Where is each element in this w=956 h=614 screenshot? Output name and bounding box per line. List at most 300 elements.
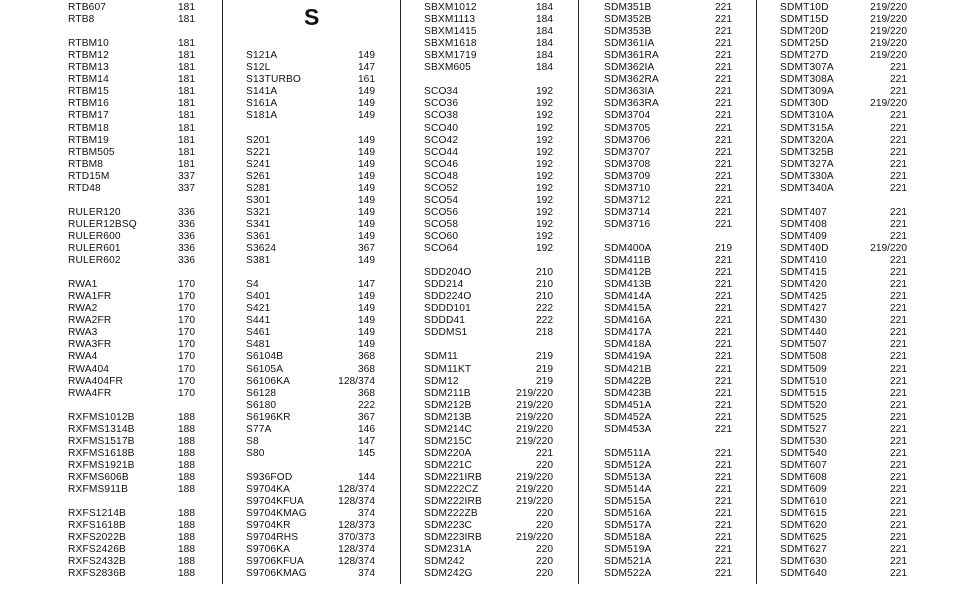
- part-number: SDMT25D: [780, 38, 829, 50]
- index-row: [424, 568, 553, 580]
- index-row: [68, 448, 195, 460]
- page-reference: 170: [178, 327, 195, 339]
- part-number: S13TURBO: [246, 74, 301, 86]
- part-number: S936FOD: [246, 471, 293, 483]
- index-row: [780, 255, 907, 267]
- page-reference: 221: [890, 267, 907, 279]
- index-row: [68, 2, 195, 14]
- index-row: [780, 484, 907, 496]
- page-reference: 221: [890, 255, 907, 267]
- part-number: S341: [246, 218, 271, 230]
- page-reference: 149: [358, 339, 375, 351]
- page-reference: 221: [715, 98, 732, 110]
- index-row: [246, 243, 375, 255]
- index-row: [604, 38, 732, 50]
- index-row: [604, 339, 732, 351]
- part-number: SDMT609: [780, 484, 827, 495]
- page-reference: 221: [890, 327, 907, 339]
- part-number: RXFMS1517B: [68, 435, 135, 447]
- part-number: SDMT525: [780, 411, 827, 423]
- part-number: SDMT510: [780, 375, 827, 387]
- index-row: [68, 303, 195, 315]
- part-number: SBXM1719: [424, 50, 477, 62]
- part-number: S401: [246, 291, 271, 303]
- page-reference: 192: [536, 146, 553, 158]
- page-reference: 336: [178, 243, 195, 254]
- part-number: SCO58: [424, 218, 459, 230]
- part-number: S361: [246, 230, 271, 242]
- page-reference: 221: [715, 62, 732, 74]
- index-row: [246, 183, 375, 195]
- part-number: SDMT620: [780, 520, 827, 532]
- part-number: SCO48: [424, 170, 459, 182]
- index-row: [780, 86, 907, 98]
- page-reference: 221: [890, 146, 907, 158]
- part-number: RXFS1618B: [68, 520, 126, 532]
- part-number: SDMT507: [780, 339, 827, 351]
- page-reference: 210: [536, 279, 553, 291]
- part-number: SDM413B: [604, 279, 652, 291]
- page-reference: 221: [890, 435, 907, 447]
- page-reference: 221: [715, 544, 732, 556]
- part-number: SDM412B: [604, 267, 652, 279]
- page-reference: 170: [178, 339, 195, 351]
- part-number: SDM519A: [604, 544, 652, 556]
- page-reference: 219/220: [516, 496, 553, 508]
- page-reference: 221: [715, 484, 732, 495]
- part-number: SDMT520: [780, 399, 827, 411]
- page-reference: 181: [178, 146, 195, 158]
- index-row: [780, 472, 907, 484]
- index-row: [246, 376, 375, 388]
- part-number: SDM3716: [604, 218, 651, 230]
- part-number: SDMT40D: [780, 243, 829, 254]
- page-reference: 221: [715, 267, 732, 279]
- part-number: RTBM16: [68, 98, 109, 110]
- page-reference: 221: [890, 62, 907, 74]
- index-row: [424, 147, 553, 159]
- index-row: [604, 520, 732, 532]
- part-number: SDMT27D: [780, 50, 829, 62]
- part-number: SDM221IRB: [424, 471, 482, 483]
- page-reference: 219/220: [516, 435, 553, 447]
- index-row: [424, 351, 553, 363]
- page-reference: 219/220: [516, 471, 553, 483]
- page-reference: 221: [715, 182, 732, 194]
- index-row: [780, 376, 907, 388]
- page-reference: 221: [890, 520, 907, 532]
- part-number: RWA2: [68, 303, 98, 315]
- part-number: RTBM8: [68, 158, 104, 170]
- index-row: [246, 484, 375, 496]
- part-number: SCO56: [424, 206, 459, 218]
- page-reference: 221: [715, 363, 732, 375]
- part-number: RTBM14: [68, 74, 109, 86]
- part-number: SDM3712: [604, 194, 651, 206]
- part-number: SDM3707: [604, 146, 651, 158]
- page-reference: 368: [358, 363, 375, 375]
- part-number: SDMT615: [780, 508, 827, 520]
- page-reference: 219/220: [516, 387, 553, 399]
- part-number: S241: [246, 158, 271, 170]
- part-number: SDM452A: [604, 411, 652, 423]
- index-row: [68, 50, 195, 62]
- part-number: RULER12BSQ: [68, 218, 137, 230]
- index-row: [780, 183, 907, 195]
- index-row: [424, 62, 553, 74]
- index-row: [604, 74, 732, 86]
- index-row: [604, 26, 732, 38]
- index-row: [780, 496, 907, 508]
- part-number: RULER120: [68, 206, 121, 218]
- index-row: [424, 135, 553, 147]
- part-number: S4: [246, 279, 259, 291]
- page-reference: 149: [358, 255, 375, 267]
- index-row: [68, 62, 195, 74]
- page-reference: 149: [358, 194, 375, 206]
- part-number: SDM362IA: [604, 62, 655, 74]
- page-reference: 192: [536, 218, 553, 230]
- index-row: [424, 376, 553, 388]
- index-row: [604, 303, 732, 315]
- index-row: [68, 532, 195, 544]
- page-reference: 149: [358, 206, 375, 218]
- page-reference: 221: [715, 556, 732, 568]
- part-number: SDMT415: [780, 267, 827, 279]
- part-number: SDM415A: [604, 303, 652, 315]
- page-reference: 221: [715, 387, 732, 399]
- index-row: [424, 460, 553, 472]
- index-row: [424, 315, 553, 327]
- part-number: SDM213B: [424, 411, 472, 423]
- page-reference: 336: [178, 255, 195, 267]
- part-number: RXFS2432B: [68, 556, 126, 568]
- index-row: [68, 544, 195, 556]
- page-reference: 221: [890, 532, 907, 544]
- index-row: [246, 219, 375, 231]
- index-row: [246, 472, 375, 484]
- page-reference: 221: [715, 74, 732, 86]
- index-row: [604, 110, 732, 122]
- page-reference: 221: [715, 194, 732, 206]
- page-reference: 218: [536, 327, 553, 339]
- part-number: RWA404FR: [68, 375, 123, 387]
- page-reference: 221: [715, 279, 732, 291]
- index-row: [780, 315, 907, 327]
- column-divider: [756, 0, 757, 584]
- part-number: SDM3706: [604, 134, 651, 146]
- part-number: SDMT409: [780, 230, 827, 242]
- part-number: SDM242: [424, 556, 465, 568]
- index-row: [424, 472, 553, 484]
- index-row: [68, 110, 195, 122]
- part-number: S12L: [246, 62, 271, 74]
- page-reference: 221: [715, 351, 732, 363]
- index-row: [780, 508, 907, 520]
- index-row: [604, 207, 732, 219]
- page-reference: 221: [715, 14, 732, 26]
- page-reference: 181: [178, 110, 195, 122]
- index-row: [424, 436, 553, 448]
- part-number: S6106KA: [246, 375, 291, 387]
- index-row: [604, 159, 732, 171]
- index-row: [604, 376, 732, 388]
- page-reference: 221: [715, 375, 732, 387]
- index-row: [68, 159, 195, 171]
- part-number: S441: [246, 315, 271, 327]
- index-row: [424, 159, 553, 171]
- page-reference: 219/220: [516, 411, 553, 423]
- index-row: [424, 231, 553, 243]
- page-reference: 221: [890, 303, 907, 315]
- page-reference: 149: [358, 134, 375, 146]
- page-reference: 149: [358, 98, 375, 110]
- part-number: SDM351B: [604, 2, 652, 13]
- index-row: [424, 171, 553, 183]
- page-reference: 221: [715, 532, 732, 544]
- index-row: [424, 327, 553, 339]
- page-reference: 221: [715, 38, 732, 50]
- index-row: [604, 472, 732, 484]
- part-number: SDM361IA: [604, 38, 655, 50]
- index-row: [780, 412, 907, 424]
- page-reference: 192: [536, 158, 553, 170]
- page-reference: 221: [715, 122, 732, 134]
- part-number: RTD48: [68, 182, 101, 194]
- part-number: RULER600: [68, 230, 121, 242]
- part-number: RTBM15: [68, 86, 109, 98]
- column-divider: [578, 0, 579, 584]
- index-row: [604, 315, 732, 327]
- index-row: [424, 14, 553, 26]
- part-number: SDM362RA: [604, 74, 659, 86]
- part-number: S80: [246, 447, 265, 459]
- index-row: [604, 50, 732, 62]
- page-reference: 128/374: [338, 544, 375, 556]
- page-reference: 144: [358, 471, 375, 483]
- index-row: [424, 50, 553, 62]
- part-number: S3624: [246, 243, 277, 254]
- part-number: SDM222CZ: [424, 484, 479, 495]
- index-row: [68, 460, 195, 472]
- part-number: RWA1: [68, 279, 98, 291]
- page-reference: 184: [536, 26, 553, 38]
- part-number: SDM518A: [604, 532, 652, 544]
- part-number: SDM11KT: [424, 363, 472, 375]
- index-row: [780, 436, 907, 448]
- page-reference: 220: [536, 556, 553, 568]
- page-reference: 221: [890, 568, 907, 580]
- part-number: S9706KFUA: [246, 556, 304, 568]
- part-number: SBXM605: [424, 62, 471, 74]
- part-number: S9706KA: [246, 544, 291, 556]
- page-reference: 219/220: [870, 98, 907, 110]
- page-reference: 221: [890, 387, 907, 399]
- page-reference: 192: [536, 86, 553, 98]
- index-row: [68, 339, 195, 351]
- part-number: S421: [246, 303, 271, 315]
- part-number: SDM416A: [604, 315, 652, 327]
- page-reference: 181: [178, 86, 195, 98]
- part-number: SDMT530: [780, 435, 827, 447]
- part-number: RTBM18: [68, 122, 109, 134]
- page-reference: 188: [178, 435, 195, 447]
- part-number: SCO52: [424, 182, 459, 194]
- index-row: [424, 364, 553, 376]
- index-row: [604, 532, 732, 544]
- part-number: RXFMS911B: [68, 484, 129, 495]
- index-row: [780, 207, 907, 219]
- page-reference: 221: [890, 447, 907, 459]
- index-row: [780, 98, 907, 110]
- part-number: RXFMS606B: [68, 471, 129, 483]
- part-number: SDMT430: [780, 315, 827, 327]
- page-reference: 170: [178, 363, 195, 375]
- part-number: SDMT515: [780, 387, 827, 399]
- page-reference: 181: [178, 2, 195, 13]
- page-reference: 221: [890, 86, 907, 98]
- index-row: [68, 171, 195, 183]
- page-reference: 192: [536, 122, 553, 134]
- part-number: SDM522A: [604, 568, 652, 580]
- page-reference: 192: [536, 206, 553, 218]
- page-reference: 336: [178, 230, 195, 242]
- page-reference: 170: [178, 303, 195, 315]
- index-row: [604, 183, 732, 195]
- part-number: S6105A: [246, 363, 284, 375]
- part-number: SDMT20D: [780, 26, 829, 38]
- page-reference: 219: [536, 375, 553, 387]
- index-row: [424, 424, 553, 436]
- page-reference: 337: [178, 170, 195, 182]
- part-number: SDM451A: [604, 399, 652, 411]
- part-number: RTB8: [68, 14, 95, 26]
- index-row: [604, 123, 732, 135]
- page-reference: 188: [178, 556, 195, 568]
- page-reference: 147: [358, 279, 375, 291]
- index-row: [424, 86, 553, 98]
- part-number: SDMT640: [780, 568, 827, 580]
- page-reference: 219/220: [516, 532, 553, 544]
- part-number: SDM3714: [604, 206, 651, 218]
- index-row: [68, 255, 195, 267]
- page-reference: 221: [715, 339, 732, 351]
- index-row: [780, 110, 907, 122]
- index-row: [780, 147, 907, 159]
- page-reference: 221: [536, 447, 553, 459]
- part-number: SDM12: [424, 375, 459, 387]
- index-row: [424, 123, 553, 135]
- page-reference: 184: [536, 62, 553, 74]
- part-number: SCO46: [424, 158, 459, 170]
- part-number: RTBM19: [68, 134, 109, 146]
- index-row: [424, 207, 553, 219]
- page-reference: 188: [178, 459, 195, 471]
- part-number: SDMT330A: [780, 170, 834, 182]
- page-reference: 181: [178, 158, 195, 170]
- index-row: [246, 544, 375, 556]
- index-row: [68, 98, 195, 110]
- part-number: RTB607: [68, 2, 107, 13]
- page-reference: 221: [715, 568, 732, 580]
- page-reference: 184: [536, 50, 553, 62]
- index-row: [604, 86, 732, 98]
- part-number: SBXM1618: [424, 38, 477, 50]
- part-number: S261: [246, 170, 271, 182]
- page-reference: 221: [890, 230, 907, 242]
- index-row: [424, 303, 553, 315]
- page-reference: 219/220: [516, 399, 553, 411]
- page-reference: 221: [890, 122, 907, 134]
- index-row: [604, 147, 732, 159]
- part-number: SDMT310A: [780, 110, 834, 122]
- page-reference: 220: [536, 568, 553, 580]
- index-row: [604, 243, 732, 255]
- index-row: [246, 110, 375, 122]
- part-number: SCO64: [424, 243, 459, 254]
- index-row: [68, 556, 195, 568]
- index-row: [246, 147, 375, 159]
- page-reference: 128/373: [338, 520, 375, 532]
- part-number: SDMT407: [780, 206, 827, 218]
- page-reference: 149: [358, 315, 375, 327]
- page-reference: 219/220: [516, 484, 553, 495]
- index-row: [68, 147, 195, 159]
- index-row: [68, 231, 195, 243]
- index-row: [780, 38, 907, 50]
- page-reference: 170: [178, 315, 195, 327]
- page-reference: 170: [178, 375, 195, 387]
- page-reference: 149: [358, 182, 375, 194]
- part-number: SDMT408: [780, 218, 827, 230]
- part-number: RXFMS1012B: [68, 411, 135, 423]
- page-reference: 221: [890, 339, 907, 351]
- index-row: [68, 315, 195, 327]
- index-row: [68, 207, 195, 219]
- page-reference: 188: [178, 411, 195, 423]
- part-number: RXFMS1618B: [68, 447, 135, 459]
- index-row: [424, 291, 553, 303]
- page-reference: 221: [715, 459, 732, 471]
- index-row: [424, 544, 553, 556]
- index-row: [780, 364, 907, 376]
- part-number: RTBM17: [68, 110, 109, 122]
- part-number: S6180: [246, 399, 277, 411]
- index-row: [424, 532, 553, 544]
- part-number: S6104B: [246, 351, 284, 363]
- index-row: [246, 388, 375, 400]
- index-row: [246, 62, 375, 74]
- page-reference: 221: [715, 520, 732, 532]
- page-reference: 221: [890, 363, 907, 375]
- page-reference: 221: [890, 423, 907, 435]
- index-row: [246, 448, 375, 460]
- index-row: [780, 544, 907, 556]
- part-number: S221: [246, 146, 271, 158]
- part-number: SDDD101: [424, 303, 471, 315]
- index-row: [246, 532, 375, 544]
- index-row: [68, 291, 195, 303]
- index-row: [780, 14, 907, 26]
- index-row: [780, 520, 907, 532]
- page-reference: 145: [358, 447, 375, 459]
- part-number: RTBM505: [68, 146, 115, 158]
- part-number: SDMT509: [780, 363, 827, 375]
- part-number: RWA2FR: [68, 315, 112, 327]
- page-reference: 221: [890, 556, 907, 568]
- page-reference: 192: [536, 110, 553, 122]
- index-row: [424, 556, 553, 568]
